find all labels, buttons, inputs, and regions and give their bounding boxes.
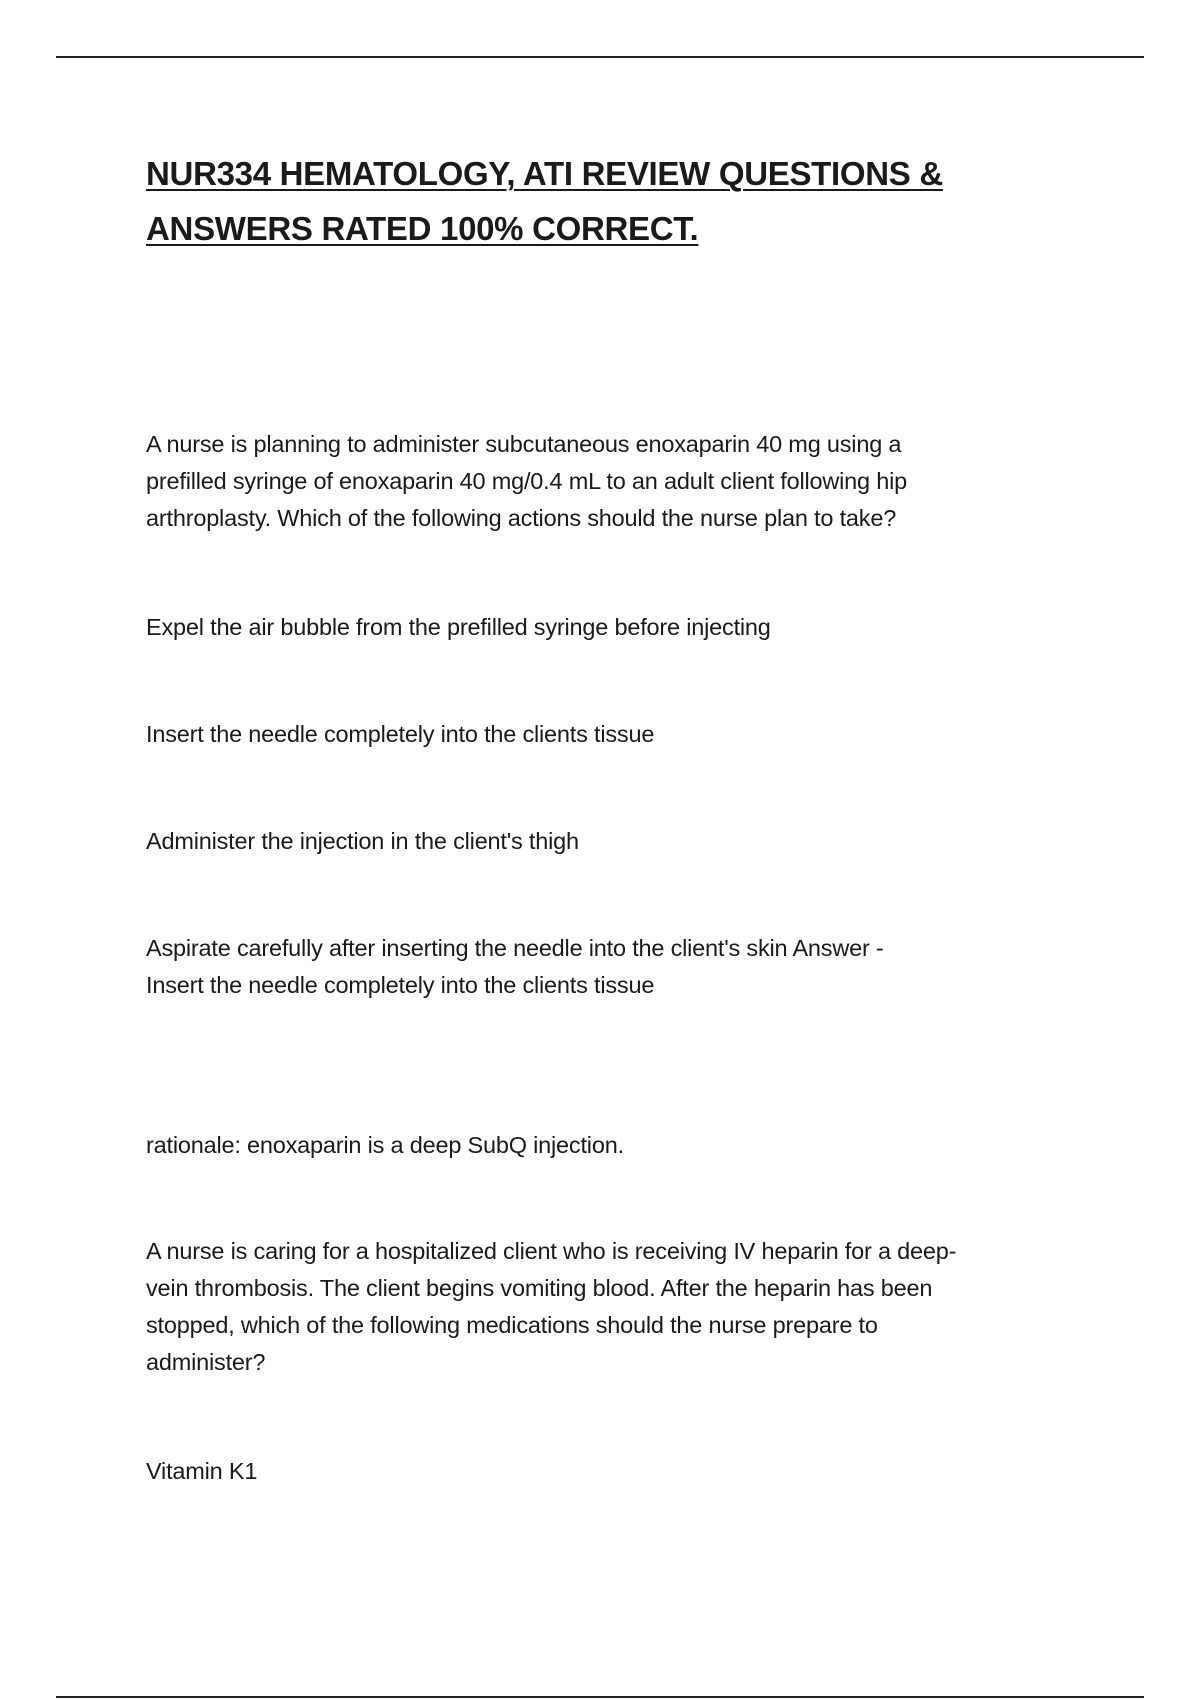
title-line-1: NUR334 HEMATOLOGY, ATI REVIEW QUESTIONS & bbox=[146, 155, 943, 192]
title-line-2: ANSWERS RATED 100% CORRECT. bbox=[146, 210, 699, 247]
question-1-line-1: A nurse is planning to administer subcutaneous enoxaparin 40 mg using a bbox=[146, 431, 902, 457]
document-title bbox=[146, 146, 1106, 256]
bottom-divider bbox=[56, 1696, 1144, 1698]
question-1-option-2 bbox=[146, 716, 1086, 753]
question-1-text bbox=[146, 426, 1086, 537]
option-text: Vitamin K1 bbox=[146, 1458, 258, 1484]
question-1-rationale bbox=[146, 1127, 1086, 1164]
rationale-text: rationale: enoxaparin is a deep SubQ injection. bbox=[146, 1132, 624, 1158]
question-1-option-1 bbox=[146, 609, 1086, 646]
question-2-line-1: A nurse is caring for a hospitalized client who is receiving IV heparin for a deep- bbox=[146, 1238, 957, 1264]
question-1-option-3 bbox=[146, 823, 1086, 860]
question-2-line-4: administer? bbox=[146, 1349, 266, 1375]
question-1-line-2: prefilled syringe of enoxaparin 40 mg/0.4 mL to an adult client following hip bbox=[146, 468, 907, 494]
option-text: Insert the needle completely into the clients tissue bbox=[146, 721, 655, 747]
question-1-option-4-answer bbox=[146, 930, 1086, 1004]
question-2-line-2: vein thrombosis. The client begins vomiting blood. After the heparin has been bbox=[146, 1275, 933, 1301]
question-2-option-1 bbox=[146, 1453, 1086, 1490]
answer-line: Insert the needle completely into the clients tissue bbox=[146, 972, 655, 998]
option-text: Administer the injection in the client's thigh bbox=[146, 828, 579, 854]
question-2-line-3: stopped, which of the following medications should the nurse prepare to bbox=[146, 1312, 878, 1338]
option-text: Expel the air bubble from the prefilled syringe before injecting bbox=[146, 614, 771, 640]
top-divider bbox=[56, 56, 1144, 58]
question-1-line-3: arthroplasty. Which of the following actions should the nurse plan to take? bbox=[146, 505, 897, 531]
option-4-line-1: Aspirate carefully after inserting the needle into the client's skin Answer - bbox=[146, 935, 884, 961]
question-2-text bbox=[146, 1233, 1086, 1381]
